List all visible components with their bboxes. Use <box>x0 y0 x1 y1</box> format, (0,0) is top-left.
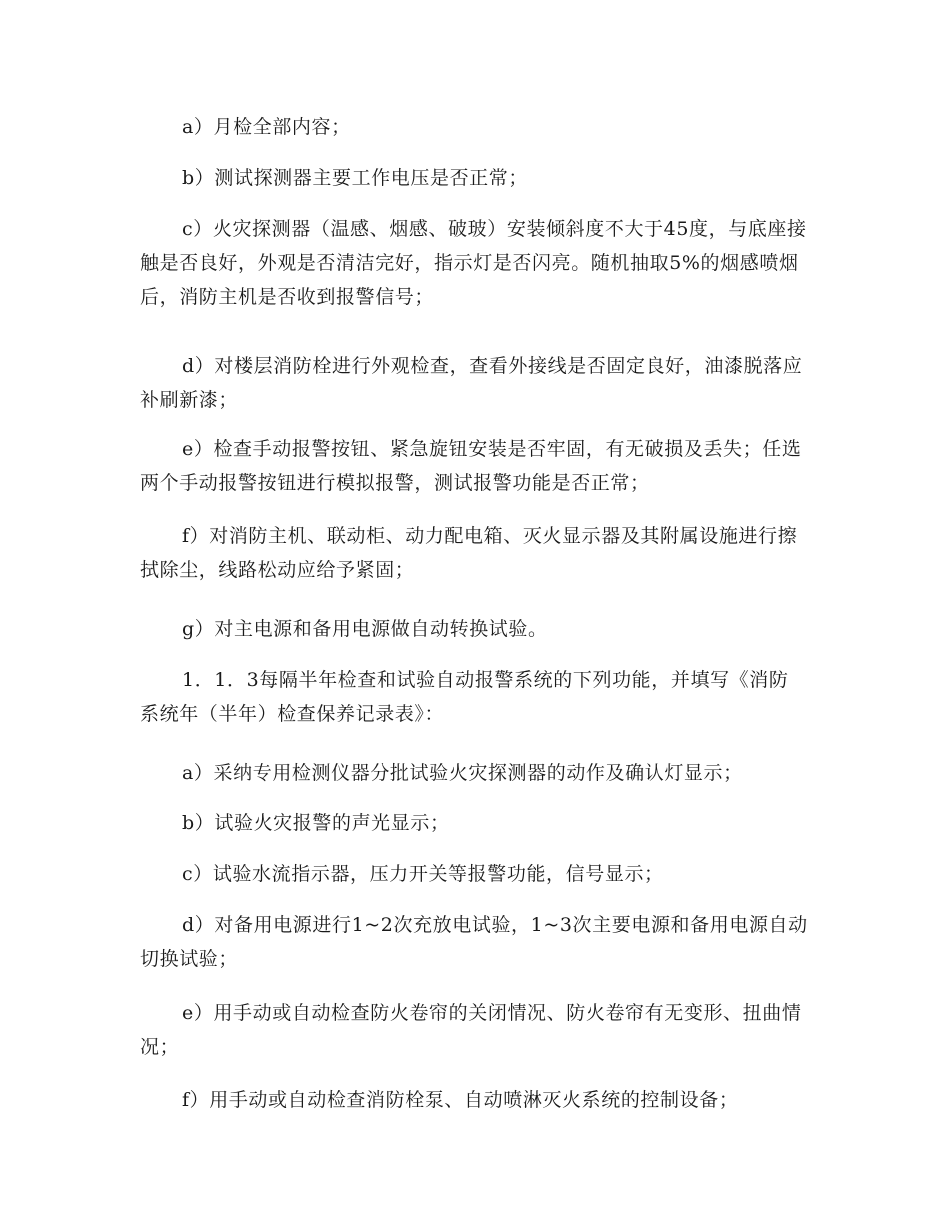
paragraph-half-year-heading: 1．1．3每隔半年检查和试验自动报警系统的下列功能，并填写《消防系统年（半年）检查保养记录表》： <box>140 669 789 725</box>
paragraph-fire-shutter: e）用手动或自动检查防火卷帘的关闭情况、防火卷帘有无变形、扭曲情况； <box>140 1002 802 1058</box>
paragraph-power-switch: g）对主电源和备用电源做自动转换试验。 <box>182 618 548 640</box>
paragraph-pump-control: f）用手动或自动检查消防栓泵、自动喷淋灭火系统的控制设备； <box>182 1089 739 1111</box>
paragraph-detector-test: a）采纳专用检测仪器分批试验火灾探测器的动作及确认灯显示； <box>182 762 743 784</box>
paragraph-monthly-check: a）月检全部内容； <box>182 116 351 138</box>
paragraph-detector-voltage: b）测试探测器主要工作电压是否正常； <box>182 167 528 189</box>
paragraph-manual-alarm: e）检查手动报警按钮、紧急旋钮安装是否牢固，有无破损及丢失；任选两个手动报警按钮进行模拟报警，测试报警功能是否正常； <box>140 438 802 494</box>
paragraph-water-flow: c）试验水流指示器，压力开关等报警功能，信号显示； <box>182 863 664 885</box>
paragraph-hydrant: d）对楼层消防栓进行外观检查，查看外接线是否固定良好，油漆脱落应补刷新漆； <box>140 355 803 411</box>
paragraph-fire-detector: c）火灾探测器（温感、烟感、破玻）安装倾斜度不大于45度，与底座接触是否良好，外观是否清洁完好，指示灯是否闪亮。随机抽取5%的烟感喷烟后，消防主机是否收到报警信号； <box>140 218 807 308</box>
paragraph-cleaning: f）对消防主机、联动柜、动力配电箱、灭火显示器及其附属设施进行擦拭除尘，线路松动应给予紧固； <box>140 525 798 581</box>
paragraph-backup-power: d）对备用电源进行1~2次充放电试验，1~3次主要电源和备用电源自动切换试验； <box>140 914 808 970</box>
paragraph-sound-light: b）试验火灾报警的声光显示； <box>182 812 450 834</box>
